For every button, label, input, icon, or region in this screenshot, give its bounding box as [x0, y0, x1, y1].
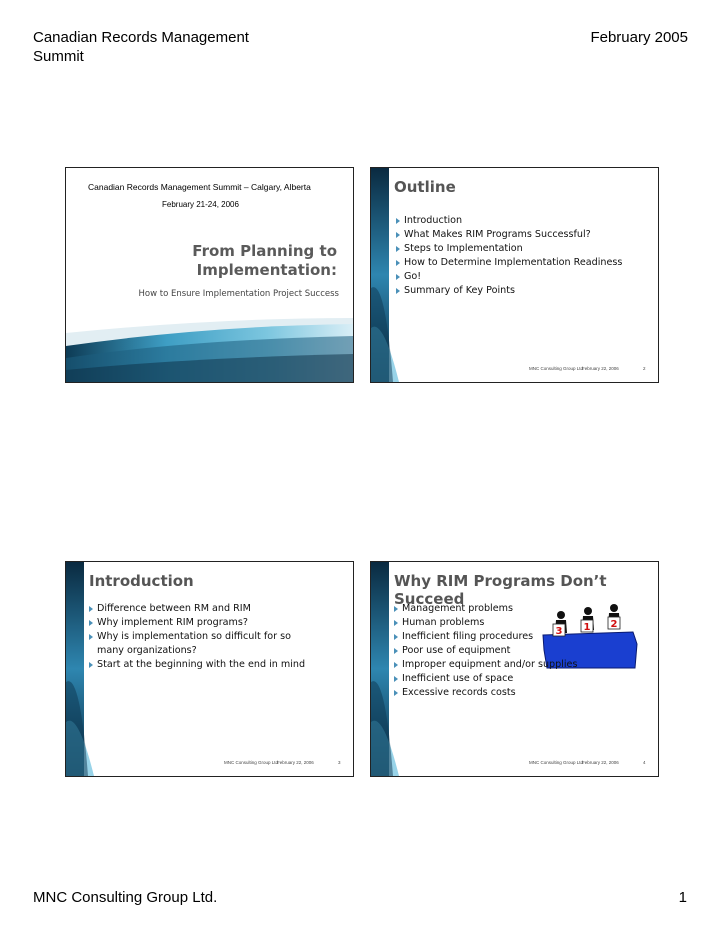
slide-1: [65, 167, 354, 383]
slide-number: 2: [643, 366, 646, 371]
presentation-subtitle: How to Ensure Implementation Project Success: [138, 289, 339, 299]
page-number: 1: [678, 889, 687, 906]
slide-2: [370, 167, 659, 383]
title-line-2: Implementation:: [196, 261, 337, 279]
list-item: Management problems: [394, 602, 644, 616]
list-item: Go!: [396, 270, 651, 284]
score-card-2: 1: [583, 622, 591, 633]
page-header-title: Canadian Records Management Summit: [33, 29, 249, 65]
presentation-title: [192, 242, 337, 280]
list-item: Human problems: [394, 616, 644, 630]
slide-footer-date: February 22, 2006: [277, 760, 314, 765]
reasons-list: [394, 602, 644, 700]
slide-3: [65, 561, 354, 777]
list-item: Introduction: [396, 214, 651, 228]
event-title: Canadian Records Management Summit – Calgary, Alberta: [88, 182, 311, 192]
list-item: What Makes RIM Programs Successful?: [396, 228, 651, 242]
list-item: Steps to Implementation: [396, 242, 651, 256]
page-footer-company: MNC Consulting Group Ltd.: [33, 889, 218, 906]
list-item: Difference between RM and RIM: [89, 602, 319, 616]
list-item: Inefficient use of space: [394, 672, 644, 686]
list-item: Why implement RIM programs?: [89, 616, 319, 630]
slide-number: 3: [338, 760, 341, 765]
slide-footer-company: MNC Consulting Group Ltd.: [529, 760, 585, 765]
score-card-3: 2: [610, 619, 618, 630]
list-item: Start at the beginning with the end in mind: [89, 658, 319, 672]
title-line-1: From Planning to: [192, 242, 337, 260]
slide-title: Introduction: [89, 572, 194, 590]
slide-footer-company: MNC Consulting Group Ltd.: [529, 366, 585, 371]
slide-footer-date: February 22, 2006: [582, 760, 619, 765]
list-item: Excessive records costs: [394, 686, 644, 700]
slide-footer-company: MNC Consulting Group Ltd.: [224, 760, 280, 765]
outline-list: [396, 214, 651, 298]
list-item: How to Determine Implementation Readiness: [396, 256, 651, 270]
list-item: Why is implementation so difficult for so many organizations?: [89, 630, 319, 658]
score-card-1: 3: [555, 626, 563, 637]
list-item: Poor use of equipment: [394, 644, 644, 658]
list-item: Summary of Key Points: [396, 284, 651, 298]
list-item: Improper equipment and/or supplies: [394, 658, 644, 672]
slide-title: Why RIM Programs Don’t Succeed: [394, 572, 607, 608]
slide-number: 4: [643, 760, 646, 765]
event-date: February 21-24, 2006: [162, 200, 239, 209]
intro-list: [89, 602, 319, 672]
slide-title: Outline: [394, 178, 456, 196]
slide-footer-date: February 22, 2006: [582, 366, 619, 371]
slide-4: [370, 561, 659, 777]
list-item: Inefficient filing procedures: [394, 630, 644, 644]
page-header-date: February 2005: [590, 29, 688, 46]
